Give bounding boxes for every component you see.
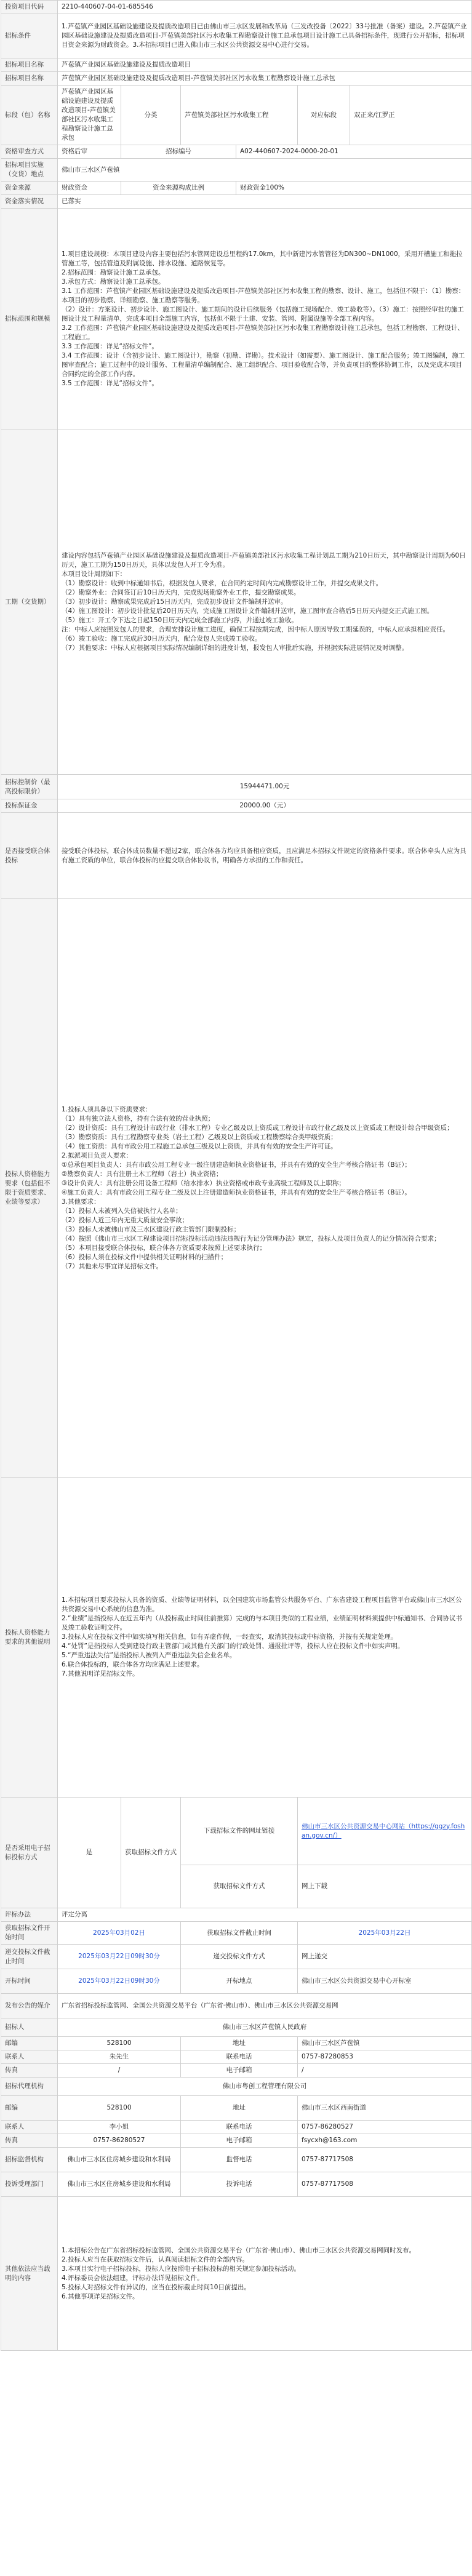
scope-line: 3.2 工作范围：芦苞镇产业园区基础设施建设及提质改造项目-芦苞镇美部社区污水收集工程勘察设计施工总承包，包括工程勘察、工程设计、工程施工。 <box>62 324 464 341</box>
agent-contact-label: 联系人 <box>1 2121 58 2134</box>
fund-prop-value: 财政资金100% <box>236 182 472 195</box>
scope-label: 招标范围和规模 <box>1 209 58 430</box>
complaint-value: 佛山市三水区住房城乡建设和水利局 <box>58 2172 181 2197</box>
bidder-req-line: 3.其他要求： <box>62 1198 100 1206</box>
other-req-line: 2.“业绩”是指投标人在近五年内（从投标截止时间往前推算）完成的与本项目类似的工程业绩，业绩证明材料须提供中标通知书、合同协议书及竣工验收证明文件。 <box>62 1615 462 1631</box>
obtain-url[interactable] <box>298 1798 472 1865</box>
joint-value: 接受联合体投标，联合体成员数量不超过2家，联合体各方均应具备相应资质，且应满足本招标文件规定的资格条件要求。联合体牵头人应为具有施工资质的单位，联合体投标的应提交联合体协议书，明确各方承担的工作和责任。 <box>58 813 472 899</box>
agent-fax-value: 0757-86280527 <box>58 2134 181 2148</box>
agent-phone-label: 联系电话 <box>181 2121 298 2134</box>
time-end-value: 2025年03月22日 <box>298 1922 472 1945</box>
bidder-req-line: （3）投标人未被佛山市及三水区建设行政主管部门限制投标； <box>62 1225 241 1233</box>
bid-no-value: A02-440607-2024-0000-20-01 <box>236 145 472 159</box>
time-start-value: 2025年03月02日 <box>58 1922 181 1945</box>
bidder-req-line: （4）施工资质：具有市政公用工程施工总承包三级及以上资质，并具有有效的安全生产许可证。 <box>62 1142 337 1150</box>
fund-impl-label: 资金落实情况 <box>1 195 58 209</box>
duration-line: 注：中标人应按照发包人的要求，合理安排设计施工进度，确保工程按期完成，因中标人原因导致工期延误的，中标人应承担相应责任。 <box>62 626 449 633</box>
obtain-method-value: 网上下载 <box>298 1865 472 1908</box>
duration-line: （1）勘察设计：收到中标通知书后，根据发包人要求，在合同约定时间内完成勘察设计工作，并提交成果文件。 <box>62 580 383 587</box>
joint-label: 是否接受联合体投标 <box>1 813 58 899</box>
project-name-value: 芦苞镇产业园区基础设施建设及提质改造项目 <box>58 58 472 72</box>
other-label: 其他依法应当载明的内容 <box>1 2197 58 2351</box>
fax-label: 传真 <box>1 2064 58 2078</box>
biaoduan-label: 标段（包）名称 <box>1 86 58 145</box>
time-end-label: 获取招标文件截止时间 <box>181 1922 298 1945</box>
bidder-req-line: （6）投标人须在投标文件中提供相关证明材料的扫描件； <box>62 1253 228 1261</box>
obtain-method-label: 获取招标文件方式 <box>181 1865 298 1908</box>
agent-addr-value: 佛山市三水区西南街道 <box>298 2096 472 2121</box>
fenlei-label: 分类 <box>121 86 181 145</box>
bidder-req-line: （7）其他未尽事宜详见招标文件。 <box>62 1262 163 1270</box>
duration-line: （7）其他要求：中标人应根据项目实际情况编制详细的进度计划，报发包人审批后实施，并根据实际进展情况及时调整。 <box>62 644 409 652</box>
other-req-line: 4.“处罚”是指投标人受到建设行政主管部门或其他有关部门的行政处罚、通报批评等，投标人应在投标文件中如实声明。 <box>62 1642 404 1650</box>
time-start-label: 获取招标文件开始时间 <box>1 1922 58 1945</box>
bidder-req-line: （3）勘察资质：具有工程勘察专业类（岩土工程）乙级及以上资质或工程勘察综合类甲级资质； <box>62 1133 337 1141</box>
agent-email-label: 电子邮箱 <box>181 2134 298 2148</box>
eval-label: 评标办法 <box>1 1908 58 1922</box>
tender-label: 招标人 <box>1 2018 58 2037</box>
supervise-value: 佛山市三水区住房城乡建设和水利局 <box>58 2148 181 2172</box>
location-label: 招标项目实施（交货）地点 <box>1 159 58 182</box>
bidder-req-line: （4）按照《佛山市三水区工程建设项目招标投标活动违法违规行为记分管理办法》规定，投标人及项目负责人的记分情况符合要求； <box>62 1234 441 1242</box>
deadline-value: 2025年03月22日09时30分 <box>58 1945 181 1969</box>
project-name-label: 招标项目名称 <box>1 58 58 72</box>
electronic-bid-value: 是 <box>58 1798 121 1908</box>
agent-phone-value: 0757-86280527 <box>298 2121 472 2134</box>
other-req-text <box>58 1478 472 1798</box>
deadline-label: 递交投标文件截止时间 <box>1 1945 58 1969</box>
bidder-req-line: ②勘察负责人：具有注册土木工程师（岩土）执业资格； <box>62 1170 223 1178</box>
scope-line: 3.1 工作范围：芦苞镇产业园区基础设施建设及提质改造项目-芦苞镇美部社区污水收集工程的勘察、设计、施工，包括但不限于：（1）勘察：本项目的初步勘察、详细勘察、施工勘察等服务。 <box>62 287 465 304</box>
other-line: 4.评标委员会依法组建，评标办法详见招标文件。 <box>62 2274 204 2282</box>
contact-person-value: 朱先生 <box>58 2050 181 2064</box>
other-text <box>58 2197 472 2351</box>
scope-line: 1.项目建设规模：本项目建设内容主要包括污水管网建设总里程约17.0km，其中新建污水管管径为DN300~DN1000，采用开槽施工和拖拉管施工等，包括管道及附属设施、排水设施、道路恢复等。 <box>62 250 463 267</box>
biaoduan-name: 芦苞镇产业园区基础设施建设及提质改造项目-芦苞镇美部社区污水收集工程勘察设计施工总承包 <box>58 86 121 145</box>
conditions-value: 1.芦苞镇产业园区基础设施建设及提质改造项目已由佛山市三水区发展和改革局（三发改投备〔2022〕33号批准（备案）建设。2.芦苞镇产业园区基础设施建设及提质改造项目-芦苞镇美部社区污水收集工程勘察设计施工总承包项目设计施工已具备招标条件，现进行公开招标，招标项目资金来源为财政资金。3.本招标项目已进入佛山市三水区公共资源交易中心进行交易。 <box>58 14 472 58</box>
agent-contact-value: 李小姐 <box>58 2121 181 2134</box>
bidder-req-line: （1）具有独立法人资格，持有合法有效的营业执照； <box>62 1114 215 1122</box>
other-req-line: 7.其他说明详见招标文件。 <box>62 1670 139 1678</box>
scope-text <box>58 209 472 430</box>
scope-line: 3.承包方式：勘察设计施工总承包。 <box>62 278 165 286</box>
deposit-label: 投标保证金 <box>1 799 58 813</box>
fund-label: 资金来源 <box>1 182 58 195</box>
duration-label: 工期（交货期） <box>1 430 58 775</box>
eval-value: 评定分离 <box>58 1908 472 1922</box>
supervise-phone-value: 0757-87717508 <box>298 2148 472 2172</box>
email-value: / <box>298 2064 472 2078</box>
scope-line: 3.3 工作范围：详见“招标文件”。 <box>62 343 158 350</box>
scope-line: 3.5 工作范围：详见“招标文件”。 <box>62 380 158 387</box>
open-place-label: 开标地点 <box>181 1969 298 1994</box>
open-place-value: 佛山市三水区公共资源交易中心开标室 <box>298 1969 472 1994</box>
bid-no-label: 招标编号 <box>121 145 236 159</box>
fax-value: / <box>58 2064 181 2078</box>
duiying-value: 双正来/江罗正 <box>350 86 472 145</box>
other-line: 3.本项目实行电子招标投标，投标人应按照电子招标投标的相关规定参加投标活动。 <box>62 2265 301 2273</box>
contact-person-label: 联系人 <box>1 2050 58 2064</box>
complaint-phone-value: 0757-87717508 <box>298 2172 472 2197</box>
price-label: 招标控制价（最高投标限价） <box>1 775 58 799</box>
doc-submit-value: 网上递交 <box>298 1945 472 1969</box>
other-line: 6.其他事项详见招标文件。 <box>62 2292 139 2300</box>
other-req-label: 投标人资格能力要求的其他说明 <box>1 1478 58 1798</box>
other-line: 2.投标人应当在获取招标文件后，认真阅读招标文件的全部内容。 <box>62 2255 249 2263</box>
supervise-label: 招标监督机构 <box>1 2148 58 2172</box>
publish-label: 发布公告的媒介 <box>1 1994 58 2018</box>
bidder-req-line: ④施工负责人：具有市政公用工程专业二级及以上注册建造师执业资格证书，并具有有效的安全生产考核合格证书（B证）。 <box>62 1188 411 1196</box>
bidder-req-line: （2）投标人近三年内无重大质量安全事故； <box>62 1216 189 1224</box>
agent-addr-label: 地址 <box>181 2096 298 2121</box>
project-code-value: 2210-440607-04-01-685546 <box>58 1 472 14</box>
supervise-phone-label: 监督电话 <box>181 2148 298 2172</box>
location-value: 佛山市三水区芦苞镇 <box>58 159 472 182</box>
scope-line: 3.4 工作范围：设计（含初步设计、施工图设计），勘察（初勘、详勘）。技术设计（如需要）、施工图设计、施工配合服务；竣工图编制，施工图审查配合；施工过程中的设计服务、工程量清单编制配合、施工组织配合、项目验收配合等，并负责项目的整体协调工作，以及完成本项目合同约定的全部工作内容。 <box>62 352 465 378</box>
obtain-value: 下载招标文件的网址链接 <box>181 1798 298 1865</box>
duiying-label: 对应标段 <box>298 86 350 145</box>
obtain-label: 获取招标文件方式 <box>121 1798 181 1908</box>
duration-line: 建设内容包括芦苞镇产业园区基础设施建设及提质改造项目-芦苞镇美部社区污水收集工程计划总工期为210日历天，其中勘察设计周期为60日历天，施工工期为150日历天，具体以发包人开工令为准。 <box>62 552 466 569</box>
zip-value: 528100 <box>58 2037 181 2050</box>
price-value: 15944471.00元 <box>58 775 472 799</box>
other-req-line: 1.本招标项目要求投标人具备的资质、业绩等证明材料，以全国建筑市场监管公共服务平台、广东省建设工程项目监管平台或佛山市三水区公共资源交易中心系统的信息为准。 <box>62 1596 462 1613</box>
scope-line: （2）设计：方案设计、初步设计、施工图设计、施工期间的设计后续服务（包括施工现场配合、竣工验收等）。（3）施工：按照经审批的施工图设计及工程量清单，完成本项目全部施工内容，包括但不限于土建、安装、管网、附属设施等全部工程内容。 <box>62 306 464 322</box>
section-name-label: 招标项目名称 <box>1 72 58 86</box>
fenlei-value: 芦苞镇美部社区污水收集工程 <box>181 86 298 145</box>
duration-text <box>58 430 472 775</box>
email-label: 电子邮箱 <box>181 2064 298 2078</box>
open-value: 2025年03月22日09时30分 <box>58 1969 181 1994</box>
agent-fax-label: 传真 <box>1 2134 58 2148</box>
duration-line: （3）初步设计：勘察成果完成后15日历天内，完成初步设计文件编制并送审。 <box>62 598 287 606</box>
agent-email-value: fsycxh@163.com <box>298 2134 472 2148</box>
tender-notice-table <box>1 0 472 2351</box>
agent-zip-label: 邮编 <box>1 2096 58 2121</box>
bidder-req-line: （2）设计资质：具有工程设计市政行业（排水工程）专业乙级及以上资质或工程设计市政行业乙级及以上资质或工程设计综合甲级资质； <box>62 1124 454 1132</box>
fund-impl-value: 已落实 <box>58 195 472 209</box>
obtain-url-link[interactable]: 佛山市三水区公共资源交易中心网站（https://ggzy.foshan.gov.cn/） <box>302 1822 465 1839</box>
duration-line: （4）施工图设计：初步设计批复后20日历天内，完成施工图设计文件编制并送审，施工图审查合格后5日历天内提交正式施工图。 <box>62 607 434 615</box>
electronic-bid-label: 是否采用电子招标投标方式 <box>1 1798 58 1908</box>
other-req-line: 6.联合体投标的，联合体各方均应满足上述要求。 <box>62 1661 204 1668</box>
tender-value: 佛山市三水区芦苞镇人民政府 <box>58 2018 472 2037</box>
bidder-req-line: 1.投标人须具备以下资质要求： <box>62 1105 152 1113</box>
agent-label: 招标代理机构 <box>1 2078 58 2096</box>
bidder-req-line: ③设计负责人：具有注册公用设备工程师（给水排水）执业资格或市政专业高级工程师及以上职称； <box>62 1179 345 1187</box>
bidder-req-line: ①总承包项目负责人：具有市政公用工程专业一级注册建造师执业资格证书，并具有有效的安全生产考核合格证书（B证）； <box>62 1161 411 1169</box>
duration-line: （6）竣工验收：施工完成后30日历天内，配合发包人完成竣工验收。 <box>62 635 262 642</box>
section-name-value: 芦苞镇产业园区基础设施建设及提质改造项目-芦苞镇美部社区污水收集工程勘察设计施工总承包 <box>58 72 472 86</box>
other-req-line: 3.投标人应在投标文件中如实填写相关信息，如有弄虚作假，一经查实，取消其投标或中标资格，并按有关规定处理。 <box>62 1633 398 1641</box>
qual-value: 资格后审 <box>58 145 121 159</box>
other-line: 1.本招标公告在广东省招标投标监管网、全国公共资源交易平台（广东省·佛山市）、佛山市三水区公共资源交易网同时发布。 <box>62 2246 416 2254</box>
bidder-req-line: （1）投标人未被列入失信被执行人名单； <box>62 1207 182 1215</box>
fund-prop-label: 资金来源构成比例 <box>121 182 236 195</box>
qual-label: 资格审查方式 <box>1 145 58 159</box>
bidder-req-text <box>58 899 472 1478</box>
duration-line: （2）勘察外业：合同签订后10日历天内，完成现场勘察外业工作，提交勘察成果。 <box>62 589 300 596</box>
addr-label: 地址 <box>181 2037 298 2050</box>
addr-value: 佛山市三水区芦苞镇 <box>298 2037 472 2050</box>
deposit-value: 20000.00（元） <box>58 799 472 813</box>
publish-value: 广东省招标投标监管网、全国公共资源交易平台（广东省·佛山市）、佛山市三水区公共资源交易网 <box>58 1994 472 2018</box>
phone-value: 0757-87280853 <box>298 2050 472 2064</box>
duration-line: （5）施工：开工令下达之日起150日历天内完成全部施工内容，并通过竣工验收。 <box>62 617 298 624</box>
conditions-label: 招标条件 <box>1 14 58 58</box>
project-code-label: 投资项目代码 <box>1 1 58 14</box>
zip-label: 邮编 <box>1 2037 58 2050</box>
complaint-label: 投诉受理部门 <box>1 2172 58 2197</box>
other-line: 5.投标人对招标文件有异议的，应当在投标截止时间10日前提出。 <box>62 2283 250 2291</box>
fund-value: 财政资金 <box>58 182 121 195</box>
bidder-req-line: （5）本项目接受联合体投标，联合体各方资质要求按照上述要求执行； <box>62 1244 266 1252</box>
scope-line: 2.招标范围：勘察设计施工总承包。 <box>62 269 165 276</box>
duration-line: 本项目设计周期如下： <box>62 570 126 578</box>
doc-submit-label: 递交投标文件方式 <box>181 1945 298 1969</box>
bidder-req-line: 2.拟派项目负责人要求： <box>62 1151 133 1159</box>
complaint-phone-label: 投诉电话 <box>181 2172 298 2197</box>
bidder-req-label: 投标人资格能力要求（包括但不限于资质要求、业绩等要求） <box>1 899 58 1478</box>
agent-value: 佛山市粤创工程管理有限公司 <box>58 2078 472 2096</box>
phone-label: 联系电话 <box>181 2050 298 2064</box>
other-req-line: 5.“严重违法失信”是指投标人被列入严重违法失信企业名单。 <box>62 1652 236 1659</box>
agent-zip-value: 528100 <box>58 2096 181 2121</box>
open-label: 开标时间 <box>1 1969 58 1994</box>
